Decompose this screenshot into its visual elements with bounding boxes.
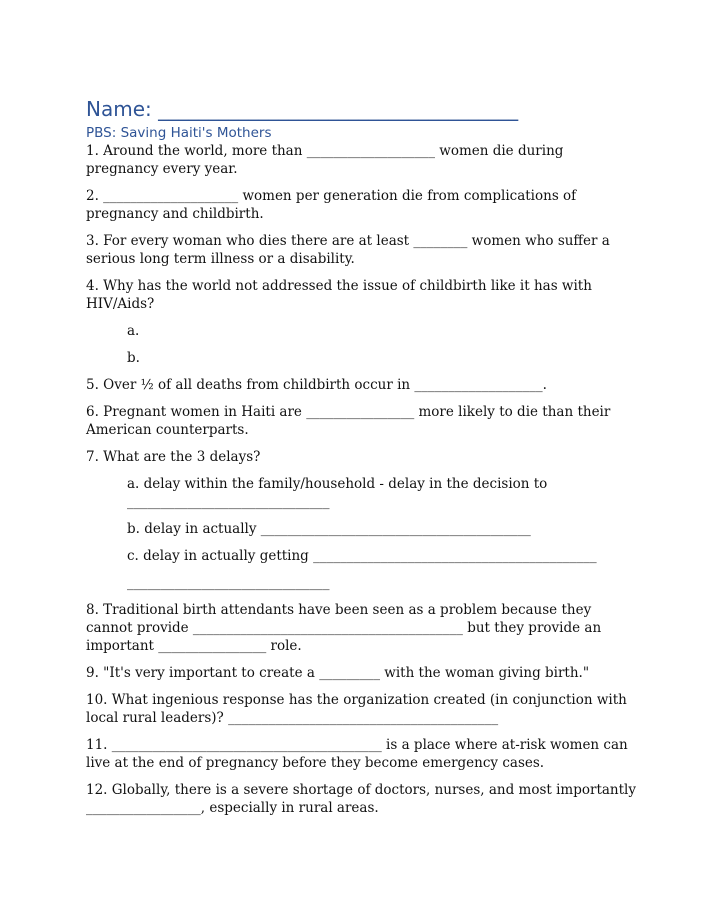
question-8: 8. Traditional birth attendants have been seen as a problem because they cannot provide ________________________________________ but they provide an important ________________ role.: [86, 602, 602, 654]
question-2: 2. ____________________ women per generation die from complications of pregnancy and childbirth.: [86, 188, 577, 222]
question-7-item-c-continuation: ______________________________: [127, 575, 330, 591]
question-4-item-b: b.: [127, 350, 140, 366]
question-6: 6. Pregnant women in Haiti are ________________ more likely to die than their American counterparts.: [86, 404, 611, 438]
question-3: 3. For every woman who dies there are at least ________ women who suffer a serious long term illness or a disability.: [86, 233, 610, 267]
question-10: 10. What ingenious response has the organization created (in conjunction with local rural leaders)? ________________________________________: [86, 692, 627, 726]
question-4-item-a: a.: [127, 323, 140, 339]
question-7-item-c: c. delay in actually getting __________________________________________: [127, 548, 597, 564]
question-7: 7. What are the 3 delays?: [86, 449, 261, 465]
worksheet-subtitle: PBS: Saving Haiti's Mothers: [86, 125, 272, 141]
question-9: 9. "It's very important to create a _________ with the woman giving birth.": [86, 665, 590, 681]
name-field-label: Name: ____________________________________: [86, 97, 519, 121]
worksheet: [86, 96, 638, 826]
question-1: 1. Around the world, more than ___________________ women die during pregnancy every year.: [86, 143, 564, 177]
question-7-item-a: a. delay within the family/household - delay in the decision to ______________________________: [127, 476, 548, 510]
question-4: 4. Why has the world not addressed the issue of childbirth like it has with HIV/Aids?: [86, 278, 592, 312]
question-11: 11. ________________________________________ is a place where at-risk women can live at the end of pregnancy before they become emergency cases.: [86, 737, 628, 771]
question-12: 12. Globally, there is a severe shortage of doctors, nurses, and most importantly _________________, especially in rural areas.: [86, 782, 636, 816]
question-5: 5. Over ½ of all deaths from childbirth occur in ___________________.: [86, 377, 547, 393]
question-7-item-b: b. delay in actually ________________________________________: [127, 521, 531, 537]
